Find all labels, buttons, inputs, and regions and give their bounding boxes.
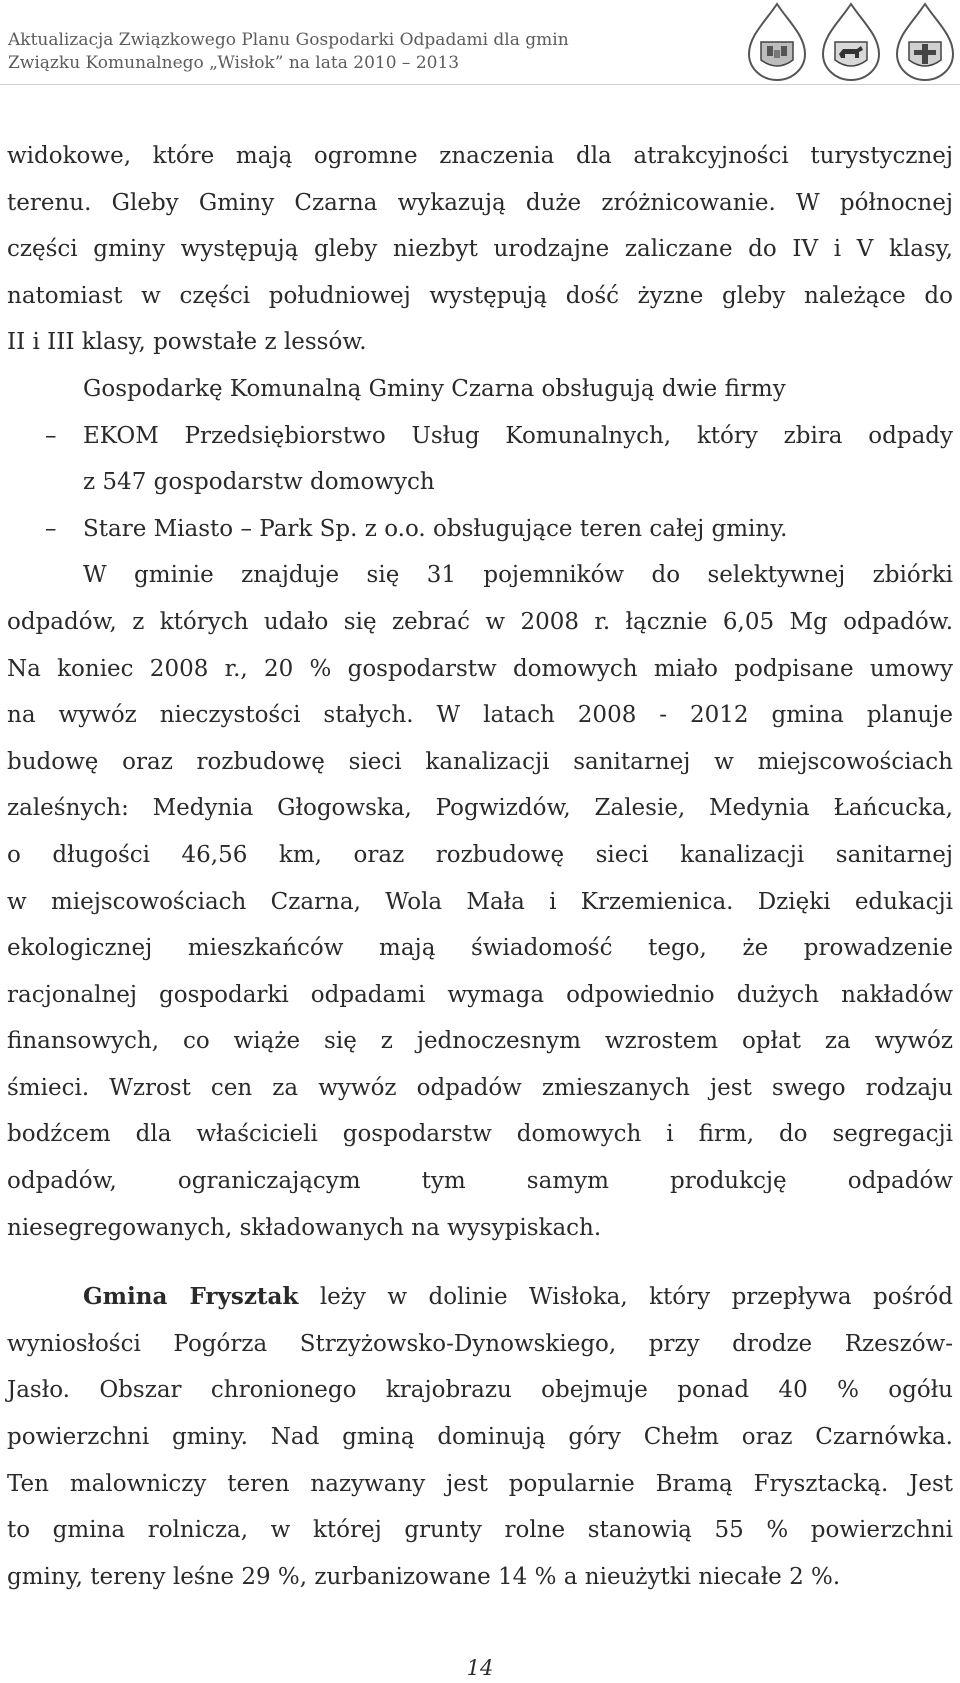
paragraph-czarna-waste	[7, 552, 953, 1251]
list-item-continuation: z 547 gospodarstw domowych	[83, 469, 435, 496]
text-line: Jasło. Obszar chronionego krajobrazu obejmuje ponad 40 % ogółu	[7, 1377, 953, 1404]
list-item	[7, 506, 953, 553]
text-line	[7, 1274, 953, 1321]
page-number: 14	[466, 1656, 494, 1680]
text-line: niesegregowanych, składowanych na wysypiskach.	[7, 1214, 602, 1241]
text-line: widokowe, które mają ogromne znaczenia dla atrakcyjności turystycznej	[7, 143, 953, 169]
text-line: odpadów, ograniczającym tym samym produkcję odpadów	[7, 1168, 953, 1195]
text-line: Na koniec 2008 r., 20 % gospodarstw domowych miało podpisane umowy	[7, 655, 953, 682]
text-line: Ten malowniczy teren nazywany jest popularnie Bramą Frysztacką. Jest	[7, 1470, 953, 1497]
document-body	[7, 133, 953, 1600]
text-line: w miejscowościach Czarna, Wola Mała i Krzemienica. Dzięki edukacji	[7, 888, 953, 915]
coat-of-arms-castle-icon	[743, 2, 811, 82]
text-line: śmieci. Wzrost cen za wywóz odpadów zmieszanych jest swego rodzaju	[7, 1074, 953, 1101]
text-line: wyniosłości Pogórza Strzyżowsko-Dynowskiego, przy drodze Rzeszów-	[7, 1330, 953, 1357]
header-title	[8, 29, 569, 75]
text-line: W gminie znajduje się 31 pojemników do selektywnej zbiórki	[83, 562, 953, 589]
paragraph-gap	[7, 1251, 953, 1274]
municipality-name: Gmina Frysztak	[83, 1283, 299, 1311]
text-line: budowę oraz rozbudowę sieci kanalizacji sanitarnej w miejscowościach	[7, 748, 953, 775]
page-header	[0, 0, 960, 86]
list-item-text: EKOM Przedsiębiorstwo Usług Komunalnych, który zbira odpady	[83, 422, 953, 449]
coat-of-arms-cross-icon	[891, 2, 959, 82]
text-line: Gospodarkę Komunalną Gminy Czarna obsługują dwie firmy	[83, 375, 786, 402]
text-line: zaleśnych: Medynia Głogowska, Pogwizdów, Zalesie, Medynia Łańcucka,	[7, 795, 953, 822]
text-line: racjonalnej gospodarki odpadami wymaga odpowiednio dużych nakładów	[7, 981, 953, 1008]
list-dash: –	[45, 515, 57, 542]
text-line: natomiast w części południowej występują dość żyzne gleby należące do	[7, 282, 953, 309]
text-line: o długości 46,56 km, oraz rozbudowę sieci kanalizacji sanitarnej	[7, 841, 953, 868]
text-line: ekologicznej mieszkańców mają świadomość tego, że prowadzenie	[7, 935, 953, 962]
header-emblems	[743, 2, 960, 82]
text-line: finansowych, co wiąże się z jednoczesnym wzrostem opłat za wywóz	[7, 1028, 953, 1055]
text-line: na wywóz nieczystości stałych. W latach 2008 - 2012 gmina planuje	[7, 702, 953, 729]
list-dash: –	[45, 422, 57, 449]
text-line: terenu. Gleby Gminy Czarna wykazują duże zróżnicowanie. W północnej	[7, 189, 953, 216]
paragraph-czarna-soils	[7, 133, 953, 366]
text-line: odpadów, z których udało się zebrać w 2008 r. łącznie 6,05 Mg odpadów.	[7, 608, 953, 635]
text-line: bodźcem dla właścicieli gospodarstw domowych i firm, do segregacji	[7, 1121, 953, 1148]
text-line: części gminy występują gleby niezbyt urodzajne zaliczane do IV i V klasy,	[7, 236, 953, 263]
text-line: gminy, tereny leśne 29 %, zurbanizowane 14 % a nieużytki niecałe 2 %.	[7, 1563, 841, 1590]
text-line: powierzchni gminy. Nad gminą dominują góry Chełm oraz Czarnówka.	[7, 1424, 953, 1451]
text-segment: leży w dolinie Wisłoka, który przepływa pośród	[298, 1284, 953, 1311]
coat-of-arms-animal-icon	[817, 2, 885, 82]
header-title-line-1: Aktualizacja Związkowego Planu Gospodarki Odpadami dla gmin	[8, 30, 569, 50]
company-list	[7, 413, 953, 553]
header-divider	[0, 84, 960, 85]
list-item-text: Stare Miasto – Park Sp. z o.o. obsługujące teren całej gminy.	[83, 515, 788, 542]
text-line: to gmina rolnicza, w której grunty rolne stanowią 55 % powierzchni	[7, 1517, 953, 1544]
paragraph-frysztak	[7, 1274, 953, 1600]
header-title-line-2: Związku Komunalnego „Wisłok” na lata 2010 – 2013	[8, 53, 460, 73]
text-line: II i III klasy, powstałe z lessów.	[7, 329, 367, 356]
list-item	[7, 413, 953, 460]
